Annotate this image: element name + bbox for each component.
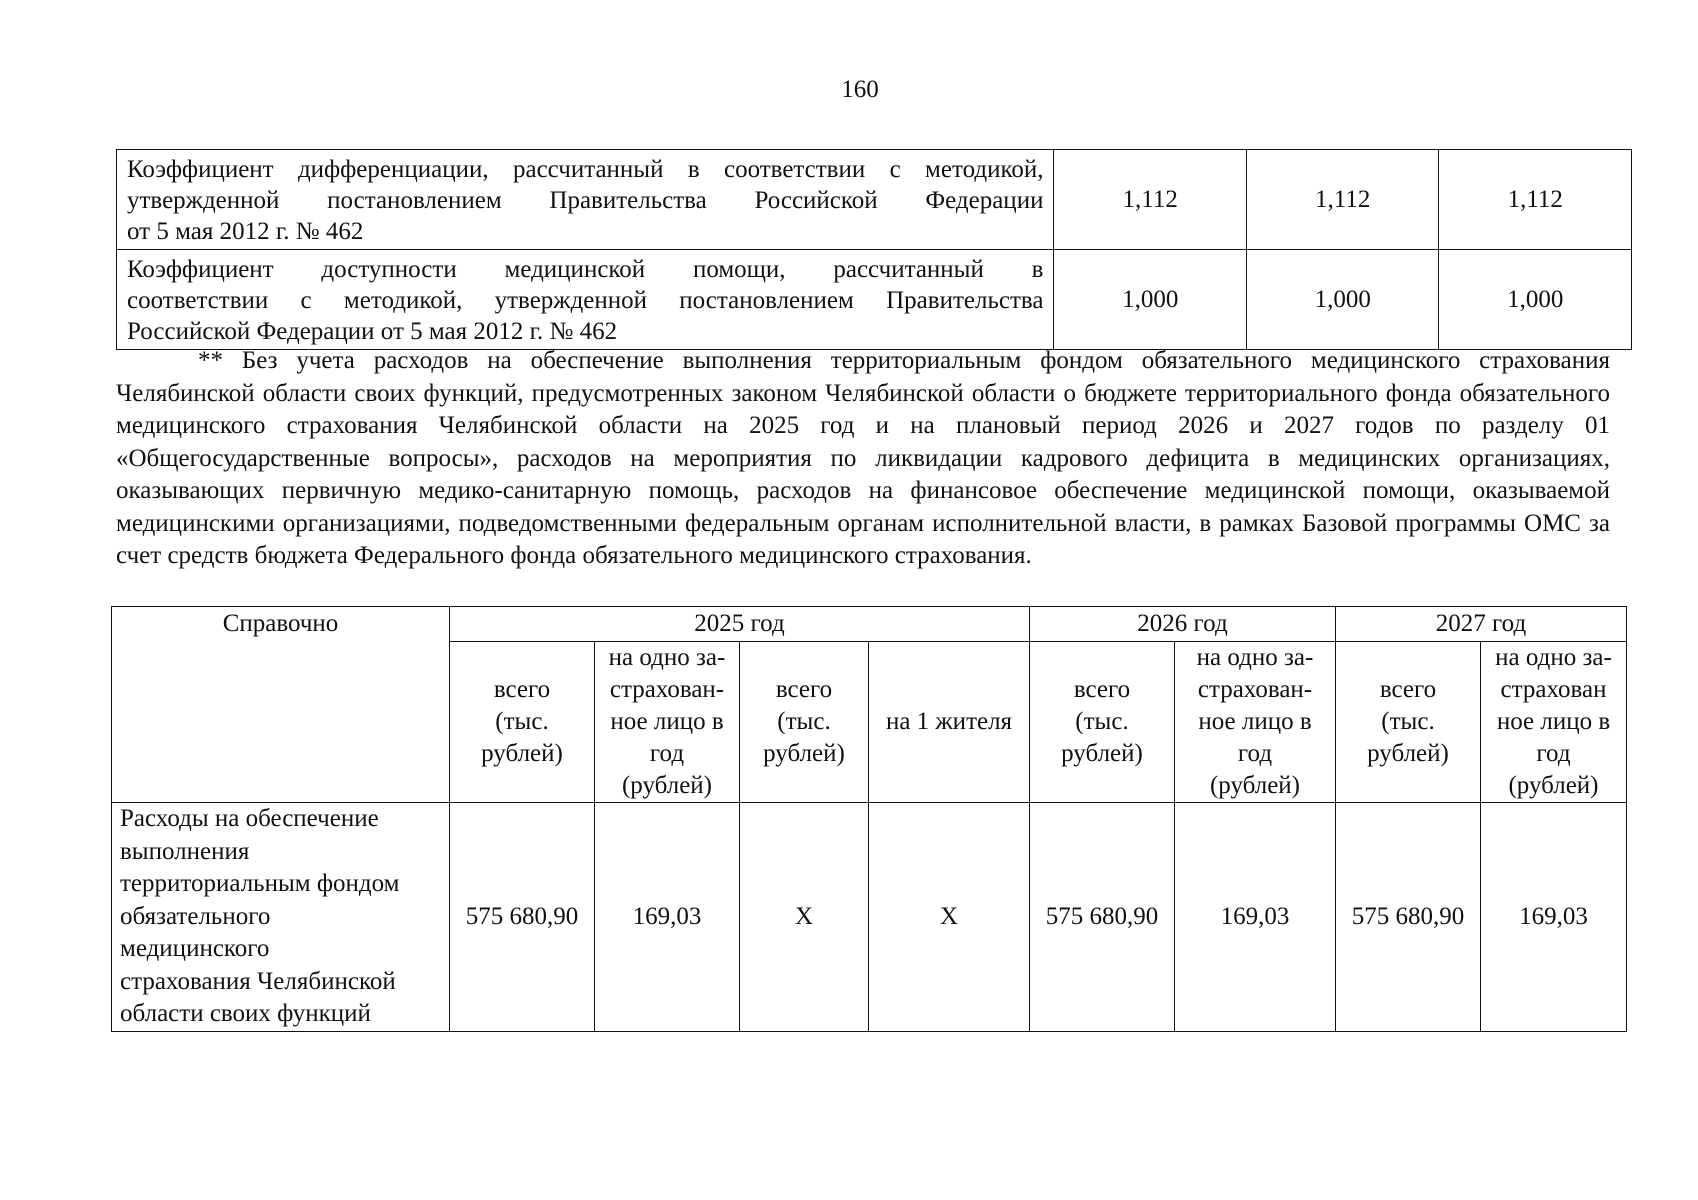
header-line: (рублей) (621, 772, 713, 799)
value-cell: 575 680,90 (450, 803, 595, 1032)
header-line: всего (1073, 676, 1131, 703)
label-line: территориальным фондом (120, 870, 400, 897)
value-cell: Х (869, 803, 1030, 1032)
coefficient-value: 1,112 (1054, 150, 1247, 250)
text-line: Российской Федерации от 5 мая 2012 г. № 462 (127, 318, 618, 345)
column-header (1336, 642, 1481, 803)
value-cell: 169,03 (1175, 803, 1336, 1032)
coefficient-value: 1,000 (1246, 250, 1439, 350)
coefficient-description (117, 150, 1054, 250)
value-cell: 575 680,90 (1030, 803, 1175, 1032)
value-cell: Х (740, 803, 869, 1032)
table-row (117, 150, 1632, 250)
column-header (595, 642, 740, 803)
header-line: страхован- (1197, 676, 1313, 703)
coefficient-description (117, 250, 1054, 350)
coefficient-value: 1,112 (1246, 150, 1439, 250)
year-header: 2025 год (450, 607, 1030, 642)
column-header (1030, 642, 1175, 803)
coefficient-value: 1,000 (1439, 250, 1632, 350)
text-line: утвержденной постановлением Правительства Российской Федерации (127, 187, 1044, 214)
label-line: медицинского (120, 935, 270, 962)
header-line: год (1536, 740, 1571, 767)
text-line: соответствии с методикой, утвержденной постановлением Правительства (127, 287, 1044, 314)
page-number: 160 (841, 76, 879, 103)
header-line: ное лицо в (1198, 708, 1312, 735)
column-header (869, 642, 1030, 803)
coefficient-value: 1,000 (1054, 250, 1247, 350)
header-line: ное лицо в (1496, 708, 1611, 735)
header-line: рублей) (1061, 740, 1143, 767)
text-line: Коэффициент доступности медицинской помощи, рассчитанный в (127, 256, 1044, 283)
header-line: страхован (1500, 676, 1607, 703)
column-header (740, 642, 869, 803)
row-label (112, 803, 450, 1032)
year-header: 2027 год (1336, 607, 1627, 642)
coefficient-value: 1,112 (1439, 150, 1632, 250)
text-line: от 5 мая 2012 г. № 462 (127, 218, 364, 245)
header-line: всего (1379, 676, 1437, 703)
header-line: всего (775, 676, 833, 703)
header-line: год (649, 740, 685, 767)
header-line: рублей) (763, 740, 845, 767)
header-line: рублей) (481, 740, 563, 767)
label-line: страхования Челябинской (120, 967, 396, 995)
value-cell: 169,03 (1481, 803, 1627, 1032)
header-line: (рублей) (1508, 772, 1599, 799)
header-line: страхован- (609, 676, 725, 703)
text-line: Коэффициент дифференциации, рассчитанный в соответствии с методикой, (127, 156, 1044, 183)
header-line: (тыс. (777, 708, 831, 735)
label-line: Расходы на обеспечение (120, 805, 379, 832)
label-line: обязательного (120, 902, 271, 930)
reference-table (111, 606, 1627, 1032)
table-row (112, 803, 1627, 1032)
label-line: выполнения (120, 837, 250, 865)
column-header (450, 642, 595, 803)
label-line: области своих функций (120, 1000, 371, 1027)
table-header-row (112, 607, 1627, 642)
coefficients-table (116, 149, 1632, 350)
header-line: на одно за- (1495, 644, 1612, 671)
header-line: рублей) (1367, 740, 1449, 767)
header-line: (тыс. (1381, 708, 1435, 735)
header-line: (тыс. (1075, 708, 1129, 735)
header-line: ное лицо в (610, 708, 724, 735)
footnote: ** Без учета расходов на обеспечение выполнения территориальным фондом обязательного медицинского страхования Челябинской области своих функций, предусмотренных законом Челябинской области о бюджете территориального фонда обязательного медицинского страхования Челябинской области на 2025 год и на плановый период 2026 и 2027 годов по разделу 01 «Общегосударственные вопросы», расходов на мероприятия по ликвидации кадрового дефицита в медицинских организациях, оказывающих первичную медико-санитарную помощь, расходов на финансовое обеспечение медицинской помощи, оказываемой медицинскими организациями, подведомственными федеральным органам исполнительной власти, в рамках Базовой программы ОМС за счет средств бюджета Федерального фонда обязательного медицинского страхования. (116, 347, 1610, 569)
header-line: год (1237, 740, 1273, 767)
header-line: на 1 жителя (885, 708, 1013, 735)
value-cell: 169,03 (595, 803, 740, 1032)
header-line: на одно за- (608, 644, 726, 671)
value-cell: 575 680,90 (1336, 803, 1481, 1032)
year-header: 2026 год (1030, 607, 1336, 642)
header-line: (рублей) (1209, 772, 1301, 799)
table-title: Справочно (112, 607, 450, 803)
column-header (1481, 642, 1627, 803)
header-line: (тыс. (495, 708, 549, 735)
header-line: на одно за- (1196, 644, 1314, 671)
column-header (1175, 642, 1336, 803)
header-line: всего (493, 676, 551, 703)
table-row (117, 250, 1632, 350)
